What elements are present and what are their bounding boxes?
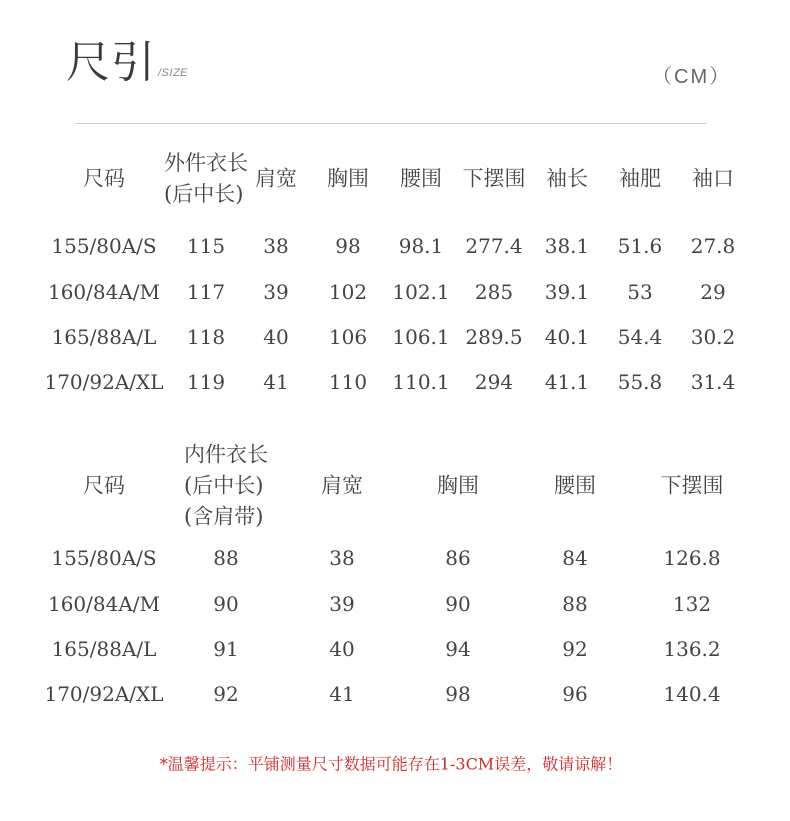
divider — [75, 123, 707, 124]
inner-cell: 140.4 — [663, 682, 721, 706]
outer-header-0 — [83, 164, 125, 195]
outer-cell: 106.1 — [392, 325, 450, 349]
unit-label: （CM） — [652, 66, 732, 88]
inner-header-4 — [554, 471, 596, 502]
outer-header-8 — [692, 164, 734, 195]
inner-header-2 — [321, 471, 363, 502]
outer-cell: 38.1 — [544, 234, 590, 258]
inner-cell: 98 — [445, 682, 471, 706]
inner-cell: 165/88A/L — [51, 637, 157, 661]
outer-cell: 31.4 — [690, 370, 736, 394]
inner-header-line: 内件衣长 — [184, 442, 268, 467]
outer-header-4 — [400, 164, 442, 195]
inner-cell: 92 — [213, 682, 239, 706]
outer-cell: 102 — [328, 280, 368, 304]
inner-cell: 155/80A/S — [51, 546, 157, 570]
outer-cell: 98 — [335, 234, 361, 258]
outer-header-3 — [327, 164, 369, 195]
outer-cell: 165/88A/L — [51, 325, 157, 349]
outer-cell: 40 — [263, 325, 289, 349]
inner-cell: 94 — [445, 637, 471, 661]
inner-cell: 90 — [445, 592, 471, 616]
outer-header-line: 腰围 — [400, 166, 442, 191]
outer-cell: 53 — [627, 280, 653, 304]
outer-cell: 39.1 — [544, 280, 590, 304]
outer-cell: 119 — [186, 370, 226, 394]
outer-cell: 155/80A/S — [51, 234, 157, 258]
inner-cell: 90 — [213, 592, 239, 616]
inner-cell: 88 — [213, 546, 239, 570]
inner-cell: 88 — [562, 592, 588, 616]
inner-header-line: 尺码 — [83, 473, 125, 498]
inner-cell: 170/92A/XL — [44, 682, 164, 706]
outer-header-5 — [463, 164, 526, 195]
inner-cell: 132 — [672, 592, 712, 616]
outer-header-line: 袖长 — [546, 166, 588, 191]
outer-cell: 115 — [186, 234, 226, 258]
inner-cell: 86 — [445, 546, 471, 570]
inner-header-line: 下摆围 — [660, 473, 724, 498]
inner-header-1 — [184, 440, 268, 533]
outer-cell: 285 — [474, 280, 514, 304]
outer-cell: 40.1 — [544, 325, 590, 349]
inner-header-0 — [83, 471, 125, 502]
outer-cell: 110 — [328, 370, 368, 394]
outer-header-6 — [546, 164, 588, 195]
outer-header-line: 袖肥 — [619, 166, 661, 191]
outer-header-line: 肩宽 — [255, 166, 297, 191]
inner-header-line: 肩宽 — [321, 473, 363, 498]
outer-header-line: 下摆围 — [462, 166, 526, 191]
inner-cell: 38 — [329, 546, 355, 570]
outer-cell: 110.1 — [392, 370, 450, 394]
outer-header-2 — [255, 164, 297, 195]
outer-cell: 27.8 — [690, 234, 736, 258]
outer-cell: 39 — [263, 280, 289, 304]
outer-cell: 118 — [186, 325, 226, 349]
outer-header-line: 外件衣长 — [164, 151, 248, 175]
outer-cell: 38 — [263, 234, 289, 258]
inner-header-line: (后中长) — [184, 473, 264, 498]
inner-cell: 160/84A/M — [47, 592, 161, 616]
outer-header-7 — [619, 164, 661, 195]
outer-cell: 117 — [186, 280, 226, 304]
outer-cell: 29 — [700, 280, 726, 304]
inner-cell: 91 — [213, 637, 239, 661]
outer-header-line: 尺码 — [83, 166, 125, 191]
outer-cell: 277.4 — [465, 234, 523, 258]
outer-cell: 102.1 — [392, 280, 450, 304]
size-subtitle: /SIZE — [158, 67, 189, 79]
outer-cell: 41 — [263, 370, 289, 394]
outer-header-line: 袖口 — [692, 166, 734, 191]
outer-header-1 — [164, 148, 248, 210]
outer-cell: 170/92A/XL — [44, 370, 164, 394]
outer-cell: 30.2 — [690, 325, 736, 349]
outer-cell: 54.4 — [617, 325, 663, 349]
size-title: 尺引 — [66, 37, 156, 88]
inner-cell: 84 — [562, 546, 588, 570]
outer-cell: 55.8 — [617, 370, 663, 394]
inner-cell: 126.8 — [663, 546, 721, 570]
inner-cell: 39 — [329, 592, 355, 616]
outer-header-line: (后中长) — [164, 182, 244, 206]
outer-cell: 106 — [328, 325, 368, 349]
measurement-note: *温馨提示：平铺测量尺寸数据可能存在1-3CM误差，敬请谅解！ — [159, 754, 623, 774]
inner-header-line: 胸围 — [437, 473, 479, 498]
inner-cell: 92 — [562, 637, 588, 661]
outer-cell: 160/84A/M — [47, 280, 161, 304]
outer-cell: 51.6 — [617, 234, 663, 258]
inner-cell: 96 — [562, 682, 588, 706]
inner-header-3 — [437, 471, 479, 502]
inner-cell: 40 — [329, 637, 355, 661]
inner-header-line: (含肩带) — [184, 504, 264, 529]
outer-cell: 289.5 — [465, 325, 523, 349]
outer-cell: 98.1 — [398, 234, 444, 258]
inner-header-5 — [661, 471, 724, 502]
inner-cell: 41 — [329, 682, 355, 706]
inner-header-line: 腰围 — [554, 473, 596, 498]
outer-cell: 294 — [474, 370, 514, 394]
outer-header-line: 胸围 — [327, 166, 369, 191]
outer-cell: 41.1 — [544, 370, 590, 394]
inner-cell: 136.2 — [663, 637, 721, 661]
